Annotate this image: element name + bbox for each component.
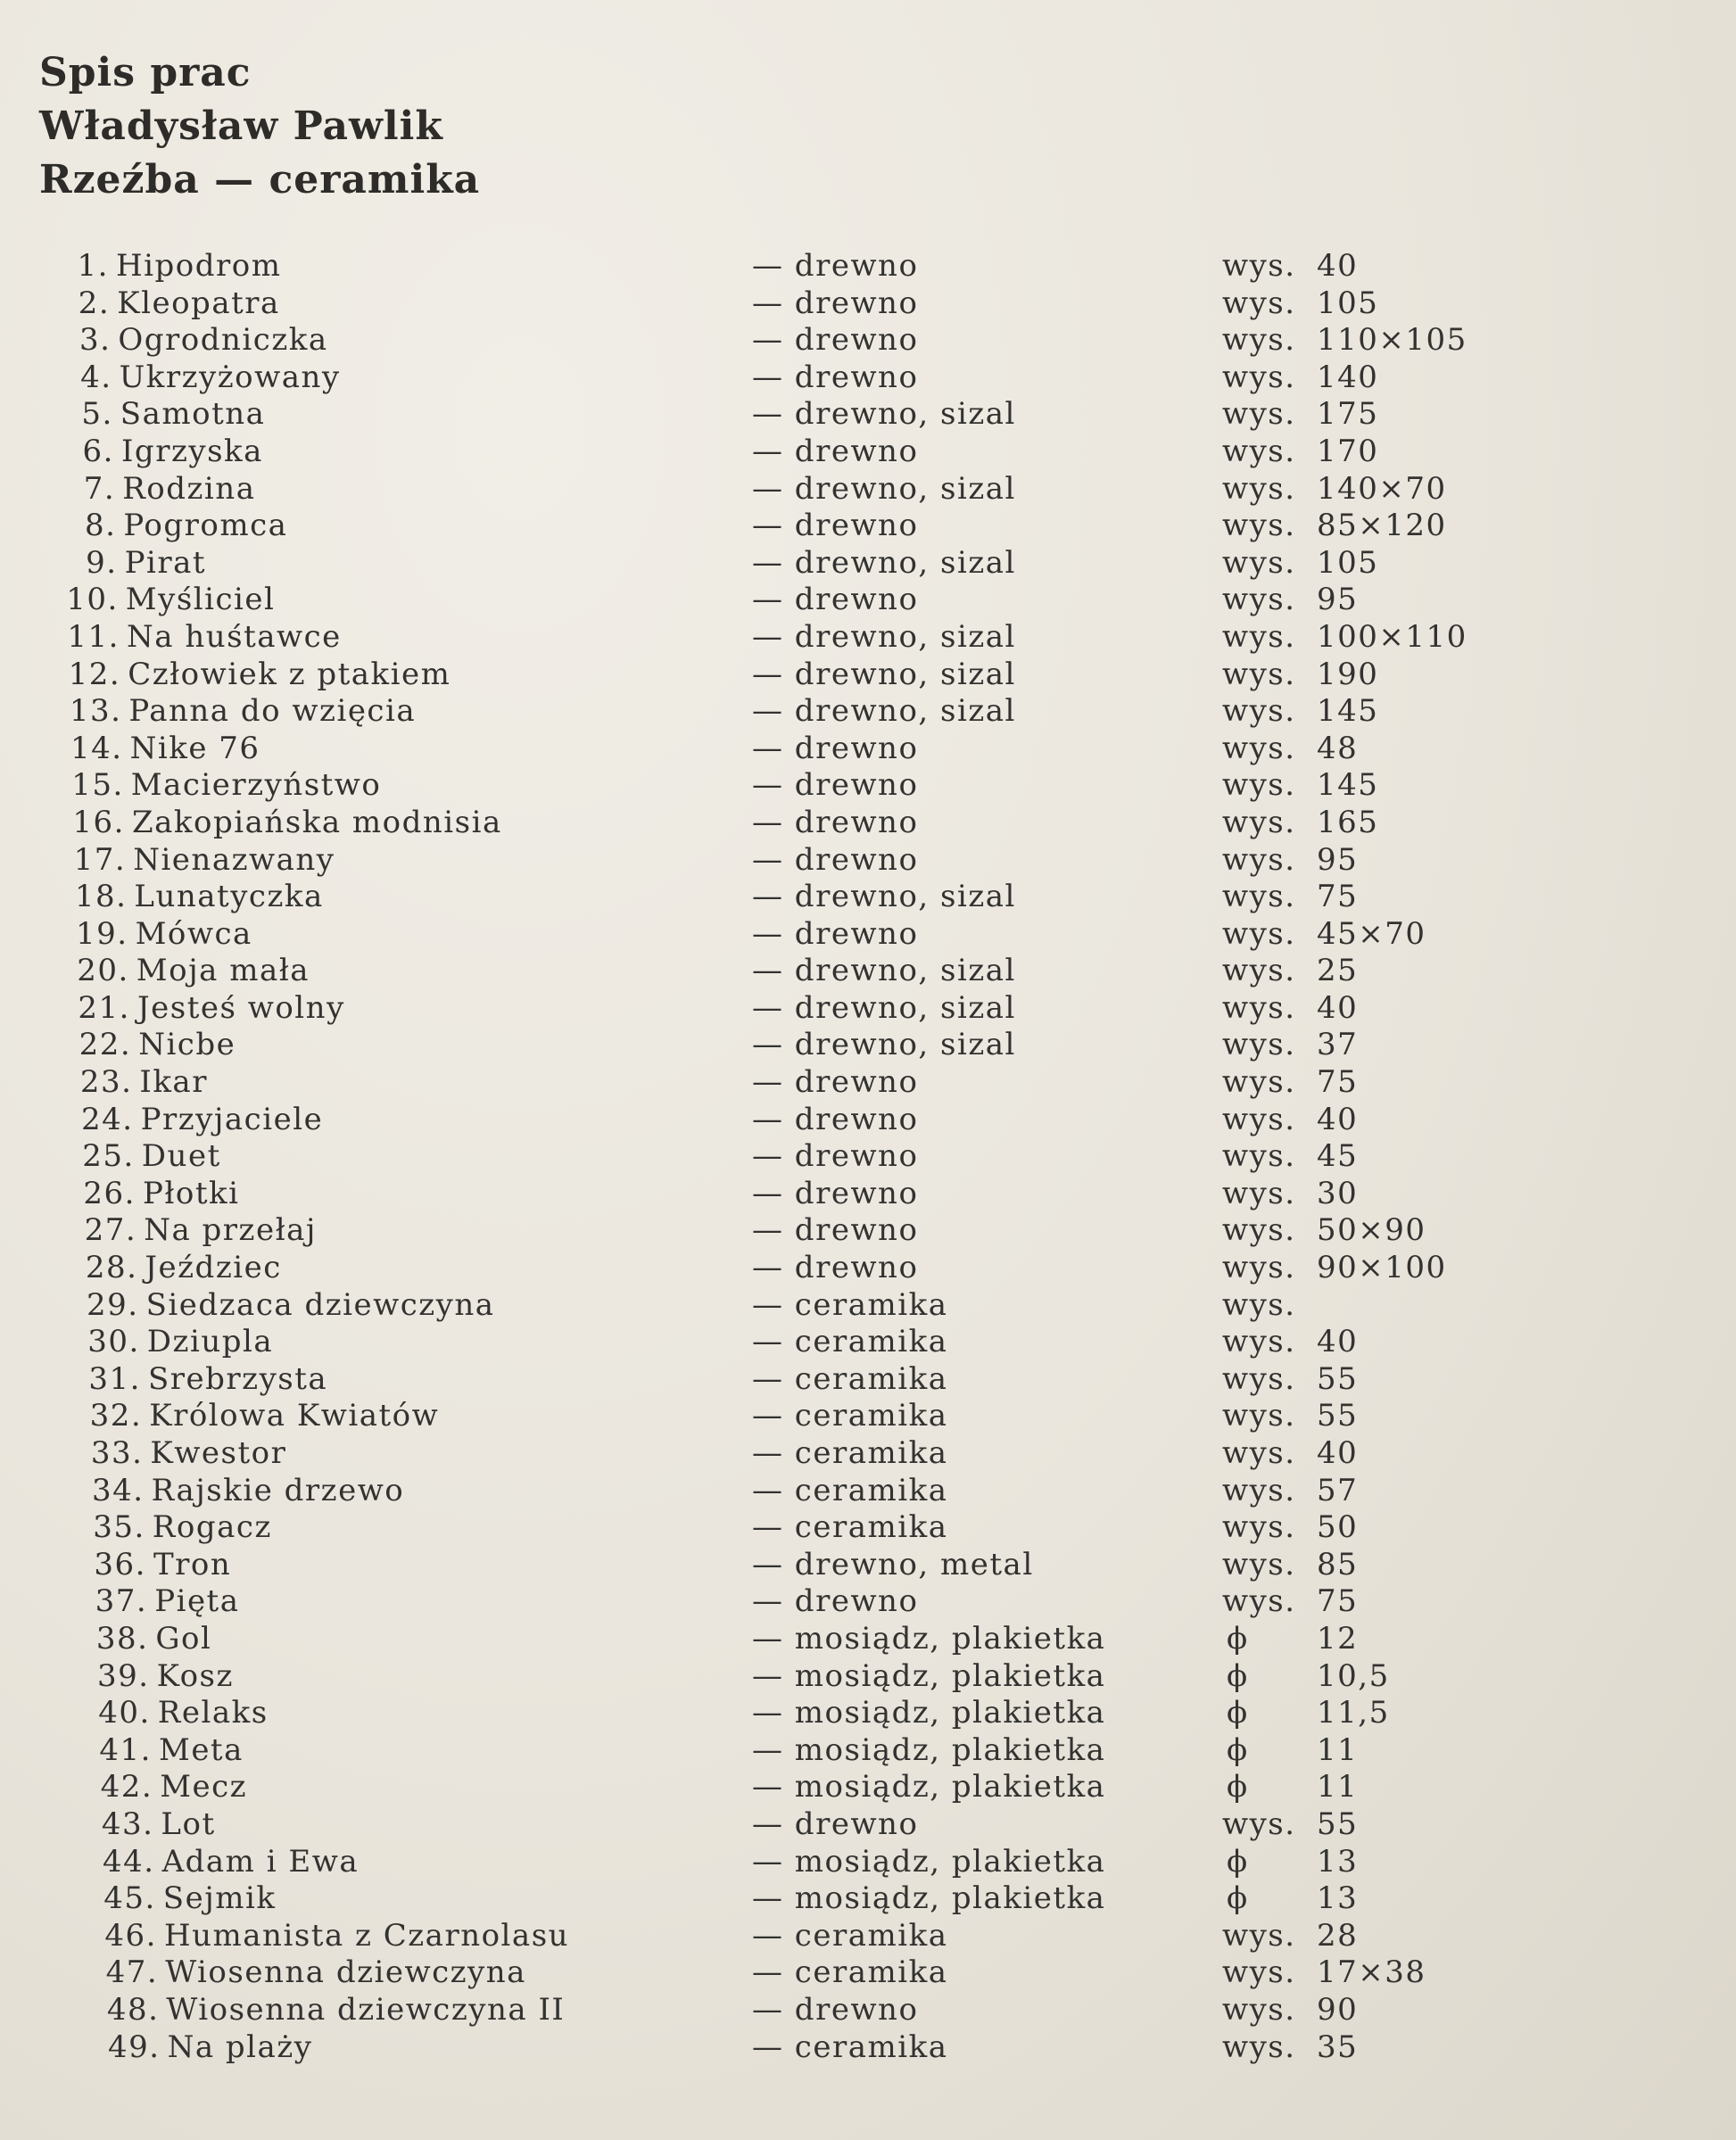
item-material: — ceramika [752, 1472, 948, 1508]
item-material: — drewno, sizal [752, 693, 1016, 730]
list-item [0, 1509, 1736, 1547]
item-dimension: 35 [1317, 2028, 1359, 2065]
item-title: Duet [141, 1138, 221, 1175]
item-number: 26. [83, 1175, 136, 1211]
item-title: Srebrzysta [148, 1360, 328, 1397]
item-material: — drewno [752, 1175, 919, 1211]
dimension-label: wys. [1222, 1991, 1296, 2028]
item-number: 21. [78, 989, 130, 1026]
dimension-label: wys. [1222, 1398, 1296, 1434]
item-material: — drewno [752, 248, 919, 284]
item-material: — ceramika [752, 1509, 948, 1546]
item-title: Płotki [143, 1175, 240, 1211]
item-material: — mosiądz, plakietka [752, 1843, 1106, 1880]
list-item [0, 619, 1736, 657]
diameter-icon: ϕ [1227, 1731, 1249, 1768]
item-number: 48. [106, 1991, 160, 2028]
dimension-label: wys. [1222, 693, 1296, 730]
item-number: 22. [79, 1027, 132, 1063]
item-dimension: 100×110 [1317, 618, 1467, 655]
item-title: Wiosenna dziewczyna [165, 1954, 526, 1991]
item-dimension: 40 [1317, 1435, 1359, 1471]
item-material: — drewno [752, 322, 919, 359]
item-title: Sejmik [162, 1880, 277, 1917]
list-item [0, 953, 1736, 990]
item-number: 31. [88, 1360, 141, 1397]
dimension-label: wys. [1222, 508, 1296, 544]
dimension-label: wys. [1222, 730, 1296, 766]
list-item [0, 805, 1736, 842]
item-material: — drewno [752, 1212, 919, 1249]
item-dimension: 45 [1317, 1138, 1359, 1175]
list-item [0, 1547, 1736, 1584]
item-material: — mosiądz, plakietka [752, 1620, 1106, 1657]
item-number: 41. [99, 1731, 152, 1768]
item-title: Na przełaj [144, 1212, 317, 1249]
list-item [0, 693, 1736, 731]
dimension-label: wys. [1222, 1805, 1296, 1842]
list-item [0, 545, 1736, 583]
list-item [0, 1954, 1736, 1992]
item-dimension: 50 [1317, 1509, 1359, 1546]
item-material: — drewno [752, 285, 919, 321]
item-number: 40. [98, 1695, 151, 1731]
item-material: — drewno, sizal [752, 396, 1016, 433]
list-item [0, 1880, 1736, 1918]
list-item [0, 1918, 1736, 1955]
item-dimension: 110×105 [1317, 322, 1467, 359]
item-material: — drewno [752, 433, 919, 469]
dimension-label: wys. [1222, 953, 1296, 989]
item-dimension: 40 [1317, 989, 1359, 1026]
list-item [0, 1138, 1736, 1176]
list-item [0, 434, 1736, 471]
diameter-icon: ϕ [1227, 1880, 1249, 1917]
list-item [0, 1064, 1736, 1102]
dimension-label: wys. [1222, 2028, 1296, 2065]
dimension-label: wys. [1222, 989, 1296, 1026]
item-title: Adam i Ewa [161, 1843, 360, 1880]
list-item [0, 1621, 1736, 1658]
item-title: Nicbe [138, 1027, 236, 1063]
item-number: 13. [69, 693, 122, 730]
list-item [0, 1102, 1736, 1139]
dimension-label: wys. [1222, 656, 1296, 692]
list-item [0, 767, 1736, 805]
item-title: Kleopatra [117, 285, 280, 321]
item-title: Królowa Kwiatów [149, 1398, 440, 1434]
item-material: — drewno [752, 1138, 919, 1175]
item-title: Lunatyczka [134, 879, 324, 915]
item-dimension: 140 [1317, 359, 1379, 395]
list-item [0, 248, 1736, 285]
dimension-label: wys. [1222, 470, 1296, 507]
item-material: — mosiądz, plakietka [752, 1657, 1106, 1694]
item-material: — mosiądz, plakietka [752, 1880, 1106, 1917]
item-material: — drewno [752, 1101, 919, 1137]
item-number: 46. [104, 1917, 157, 1954]
item-number: 19. [76, 915, 128, 952]
item-material: — ceramika [752, 1286, 948, 1323]
item-number: 34. [92, 1472, 145, 1508]
list-item [0, 508, 1736, 545]
item-dimension: 10,5 [1317, 1657, 1390, 1694]
works-list [0, 248, 1736, 2066]
dimension-label: wys. [1222, 915, 1296, 952]
list-item [0, 1992, 1736, 2029]
item-dimension: 30 [1317, 1175, 1359, 1211]
item-number: 5. [81, 396, 113, 433]
item-number: 11. [67, 618, 120, 655]
item-number: 27. [84, 1212, 137, 1249]
item-material: — drewno, metal [752, 1546, 1034, 1582]
item-dimension: 25 [1317, 953, 1359, 989]
list-item [0, 1732, 1736, 1770]
item-number: 29. [87, 1286, 139, 1323]
item-number: 45. [103, 1880, 156, 1917]
diameter-icon: ϕ [1227, 1695, 1249, 1731]
item-dimension: 55 [1317, 1398, 1359, 1434]
item-material: — drewno, sizal [752, 879, 1016, 915]
item-title: Ukrzyżowany [119, 359, 341, 395]
list-item [0, 916, 1736, 954]
item-material: — drewno [752, 1064, 919, 1101]
item-dimension: 11 [1317, 1731, 1359, 1768]
item-material: — mosiądz, plakietka [752, 1769, 1106, 1805]
item-dimension: 145 [1317, 693, 1379, 730]
item-title: Moja mała [136, 953, 310, 989]
item-dimension: 40 [1317, 1101, 1359, 1137]
item-number: 38. [95, 1620, 149, 1657]
item-material: — ceramika [752, 1435, 948, 1471]
item-title: Samotna [120, 396, 266, 433]
item-material: — drewno [752, 1583, 919, 1620]
dimension-label: wys. [1222, 582, 1296, 618]
dimension-label: wys. [1222, 1954, 1296, 1991]
dimension-label: wys. [1222, 879, 1296, 915]
dimension-label: wys. [1222, 433, 1296, 469]
item-number: 28. [85, 1250, 138, 1286]
item-number: 14. [70, 730, 123, 766]
list-item [0, 1212, 1736, 1250]
item-number: 35. [93, 1509, 145, 1546]
header-title: Spis prac [39, 50, 252, 95]
item-number: 23. [79, 1064, 133, 1101]
item-dimension: 45×70 [1317, 915, 1426, 952]
item-dimension: 75 [1317, 1064, 1359, 1101]
item-title: Relaks [157, 1695, 269, 1731]
item-material: — ceramika [752, 2028, 948, 2065]
item-dimension: 170 [1317, 433, 1379, 469]
item-dimension: 95 [1317, 582, 1359, 618]
item-title: Nike 76 [129, 730, 260, 766]
item-dimension: 50×90 [1317, 1212, 1426, 1249]
item-number: 25. [82, 1138, 135, 1175]
list-item [0, 1435, 1736, 1473]
item-dimension: 95 [1317, 841, 1359, 878]
list-item [0, 1361, 1736, 1399]
item-dimension: 13 [1317, 1880, 1359, 1917]
item-title: Rogacz [152, 1509, 272, 1546]
dimension-label: wys. [1222, 1286, 1296, 1323]
dimension-label: wys. [1222, 248, 1296, 284]
item-title: Tron [153, 1546, 232, 1582]
item-number: 9. [86, 544, 118, 581]
list-item [0, 1250, 1736, 1287]
item-dimension: 105 [1317, 285, 1379, 321]
item-dimension: 90 [1317, 1991, 1359, 2028]
dimension-label: wys. [1222, 1064, 1296, 1101]
item-title: Przyjaciele [140, 1101, 324, 1137]
item-dimension: 145 [1317, 767, 1379, 804]
item-material: — drewno, sizal [752, 544, 1016, 581]
header-artist: Władysław Pawlik [39, 103, 443, 149]
dimension-label: wys. [1222, 1472, 1296, 1508]
item-dimension: 75 [1317, 1583, 1359, 1620]
item-material: — drewno, sizal [752, 470, 1016, 507]
item-title: Panna do wzięcia [128, 693, 417, 730]
item-dimension: 75 [1317, 879, 1359, 915]
list-item [0, 582, 1736, 619]
document-header [39, 46, 480, 207]
dimension-label: wys. [1222, 1212, 1296, 1249]
dimension-label: wys. [1222, 1250, 1296, 1286]
dimension-label: wys. [1222, 1360, 1296, 1397]
list-item [0, 1583, 1736, 1621]
dimension-label: wys. [1222, 1175, 1296, 1211]
item-title: Kwestor [150, 1435, 287, 1471]
item-title: Pogromca [123, 508, 288, 544]
item-material: — drewno [752, 730, 919, 766]
item-dimension: 37 [1317, 1027, 1359, 1063]
list-item [0, 285, 1736, 323]
item-number: 2. [78, 285, 111, 321]
item-dimension: 90×100 [1317, 1250, 1447, 1286]
item-material: — drewno, sizal [752, 618, 1016, 655]
diameter-icon: ϕ [1227, 1657, 1249, 1694]
item-number: 10. [66, 582, 119, 618]
item-dimension: 40 [1317, 248, 1359, 284]
item-number: 17. [73, 841, 127, 878]
item-title: Pirat [124, 544, 207, 581]
dimension-label: wys. [1222, 396, 1296, 433]
item-title: Rajskie drzewo [151, 1472, 405, 1508]
list-item [0, 1027, 1736, 1064]
item-title: Wiosenna dziewczyna II [166, 1991, 566, 2028]
list-item [0, 1176, 1736, 1213]
diameter-icon: ϕ [1227, 1620, 1249, 1657]
list-item [0, 842, 1736, 880]
item-number: 7. [83, 470, 116, 507]
item-dimension: 190 [1317, 656, 1379, 692]
item-title: Siedzaca dziewczyna [145, 1286, 495, 1323]
item-title: Na huśtawce [127, 618, 342, 655]
list-item [0, 990, 1736, 1028]
item-title: Macierzyństwo [130, 767, 382, 804]
item-title: Ogrodniczka [118, 322, 328, 359]
item-dimension: 85 [1317, 1546, 1359, 1582]
item-title: Na plaży [167, 2028, 313, 2065]
item-number: 15. [71, 767, 124, 804]
item-material: — mosiądz, plakietka [752, 1695, 1106, 1731]
list-item [0, 1398, 1736, 1435]
item-material: — drewno [752, 767, 919, 804]
item-material: — drewno [752, 915, 919, 952]
item-material: — drewno [752, 841, 919, 878]
item-title: Ikar [139, 1064, 208, 1101]
item-number: 12. [68, 656, 121, 692]
dimension-label: wys. [1222, 322, 1296, 359]
item-title: Gol [155, 1620, 212, 1657]
list-item [0, 322, 1736, 359]
item-number: 8. [84, 508, 117, 544]
item-dimension: 55 [1317, 1805, 1359, 1842]
item-dimension: 11,5 [1317, 1695, 1390, 1731]
dimension-label: wys. [1222, 1509, 1296, 1546]
item-title: Jeździec [145, 1250, 282, 1286]
list-item [0, 1844, 1736, 1881]
item-dimension: 165 [1317, 804, 1379, 840]
dimension-label: wys. [1222, 1435, 1296, 1471]
item-material: — ceramika [752, 1398, 948, 1434]
item-number: 20. [77, 953, 129, 989]
item-material: — drewno [752, 359, 919, 395]
item-material: — drewno [752, 582, 919, 618]
list-item [0, 879, 1736, 916]
item-dimension: 175 [1317, 396, 1379, 433]
list-item [0, 471, 1736, 508]
item-material: — ceramika [752, 1360, 948, 1397]
item-material: — drewno [752, 508, 919, 544]
item-material: — ceramika [752, 1917, 948, 1954]
dimension-label: wys. [1222, 1324, 1296, 1360]
item-title: Dziupla [146, 1324, 274, 1360]
item-dimension: 105 [1317, 544, 1379, 581]
item-dimension: 55 [1317, 1360, 1359, 1397]
item-dimension: 17×38 [1317, 1954, 1426, 1991]
dimension-label: wys. [1222, 804, 1296, 840]
list-item [0, 731, 1736, 768]
item-title: Kosz [156, 1657, 234, 1694]
item-number: 47. [105, 1954, 159, 1991]
item-dimension: 12 [1317, 1620, 1359, 1657]
item-material: — drewno [752, 1250, 919, 1286]
dimension-label: wys. [1222, 1101, 1296, 1137]
item-dimension: 48 [1317, 730, 1359, 766]
list-item [0, 396, 1736, 434]
item-number: 32. [89, 1398, 143, 1434]
dimension-label: wys. [1222, 767, 1296, 804]
item-number: 49. [108, 2028, 161, 2065]
item-title: Jesteś wolny [137, 989, 345, 1026]
list-item [0, 1324, 1736, 1361]
item-title: Meta [159, 1731, 244, 1768]
dimension-label: wys. [1222, 544, 1296, 581]
list-item [0, 1658, 1736, 1696]
item-title: Myśliciel [125, 582, 276, 618]
item-title: Mówca [135, 915, 252, 952]
item-number: 1. [77, 248, 109, 284]
item-title: Mecz [160, 1769, 248, 1805]
dimension-label: wys. [1222, 1546, 1296, 1582]
item-number: 30. [87, 1324, 140, 1360]
item-number: 39. [97, 1657, 150, 1694]
item-number: 33. [90, 1435, 144, 1471]
list-item [0, 2029, 1736, 2067]
item-title: Człowiek z ptakiem [128, 656, 451, 692]
item-number: 6. [82, 433, 114, 469]
item-number: 37. [95, 1583, 148, 1620]
item-material: — drewno, sizal [752, 953, 1016, 989]
item-number: 4. [80, 359, 112, 395]
item-number: 36. [94, 1546, 146, 1582]
item-material: — drewno [752, 804, 919, 840]
item-dimension: 28 [1317, 1917, 1359, 1954]
item-dimension: 85×120 [1317, 508, 1447, 544]
list-item [0, 657, 1736, 694]
item-number: 43. [101, 1805, 154, 1842]
dimension-label: wys. [1222, 1917, 1296, 1954]
item-number: 3. [79, 322, 112, 359]
item-dimension: 140×70 [1317, 470, 1447, 507]
diameter-icon: ϕ [1227, 1843, 1249, 1880]
dimension-label: wys. [1222, 841, 1296, 878]
list-item [0, 359, 1736, 397]
item-material: — drewno [752, 1991, 919, 2028]
item-number: 44. [103, 1843, 155, 1880]
list-item [0, 1473, 1736, 1510]
item-title: Rodzina [122, 470, 256, 507]
item-material: — drewno [752, 1805, 919, 1842]
item-material: — ceramika [752, 1954, 948, 1991]
item-title: Lot [161, 1805, 216, 1842]
item-number: 42. [100, 1769, 153, 1805]
list-item [0, 1695, 1736, 1732]
item-title: Zakopiańska modnisia [132, 804, 502, 840]
dimension-label: wys. [1222, 618, 1296, 655]
item-dimension: 11 [1317, 1769, 1359, 1805]
dimension-label: wys. [1222, 1583, 1296, 1620]
item-material: — mosiądz, plakietka [752, 1731, 1106, 1768]
dimension-label: wys. [1222, 1027, 1296, 1063]
item-material: — ceramika [752, 1324, 948, 1360]
dimension-label: wys. [1222, 359, 1296, 395]
item-material: — drewno, sizal [752, 1027, 1016, 1063]
item-title: Hipodrom [116, 248, 282, 284]
item-number: 16. [72, 804, 125, 840]
item-dimension: 13 [1317, 1843, 1359, 1880]
list-item [0, 1806, 1736, 1844]
item-material: — drewno, sizal [752, 989, 1016, 1026]
item-title: Nienazwany [133, 841, 335, 878]
item-number: 24. [81, 1101, 134, 1137]
diameter-icon: ϕ [1227, 1769, 1249, 1805]
list-item [0, 1287, 1736, 1325]
item-title: Igrzyska [121, 433, 263, 469]
list-item [0, 1769, 1736, 1806]
header-subtitle: Rzeźba — ceramika [39, 157, 481, 202]
dimension-label: wys. [1222, 285, 1296, 321]
dimension-label: wys. [1222, 1138, 1296, 1175]
item-material: — drewno, sizal [752, 656, 1016, 692]
item-title: Humanista z Czarnolasu [164, 1917, 570, 1954]
item-dimension: 40 [1317, 1324, 1359, 1360]
item-title: Pięta [154, 1583, 240, 1620]
item-number: 18. [74, 879, 128, 915]
item-dimension: 57 [1317, 1472, 1359, 1508]
